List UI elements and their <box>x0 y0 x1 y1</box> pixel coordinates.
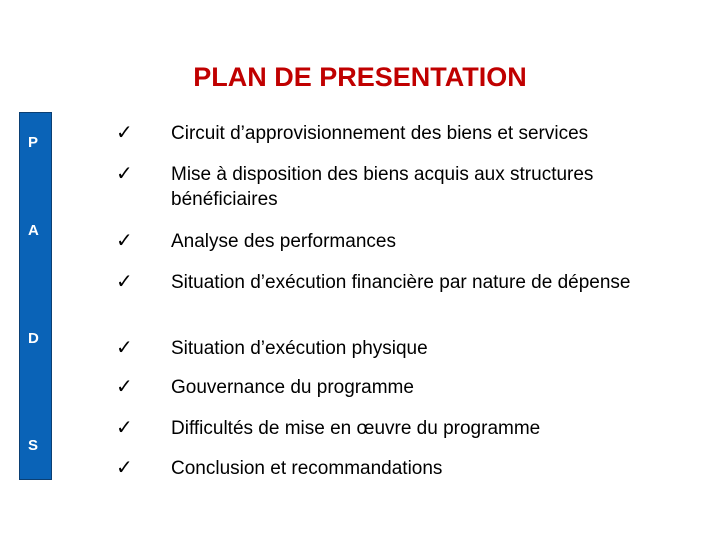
checkmark-icon: ✓ <box>116 269 133 293</box>
list-item: Conclusion et recommandations <box>171 458 443 479</box>
sidebar-letter-p: P <box>28 134 39 151</box>
list-item: Circuit d’approvisionnement des biens et services <box>171 123 589 144</box>
list-item: Gouvernance du programme <box>171 377 414 398</box>
checkmark-icon: ✓ <box>116 455 133 479</box>
checkmark-icon: ✓ <box>116 415 133 439</box>
checkmark-icon: ✓ <box>116 228 133 252</box>
checkmark-icon: ✓ <box>116 374 133 398</box>
checkmark-icon: ✓ <box>116 335 133 359</box>
sidebar-letter-a: A <box>28 222 39 239</box>
plan-sidebar <box>19 112 52 480</box>
checkmark-icon: ✓ <box>116 120 133 144</box>
slide-title: PLAN DE PRESENTATION <box>193 62 527 92</box>
list-item: Situation d’exécution physique <box>171 338 428 359</box>
list-item: Difficultés de mise en œuvre du programme <box>171 418 541 439</box>
list-item: Situation d’exécution financière par nature de dépense <box>171 272 631 293</box>
checkmark-icon: ✓ <box>116 161 133 185</box>
list-item: Analyse des performances <box>171 231 396 252</box>
sidebar-letter-d: D <box>28 330 39 347</box>
sidebar-letter-s: S <box>28 437 39 454</box>
list-item: Mise à disposition des biens acquis aux structures bénéficiaires <box>171 164 594 210</box>
